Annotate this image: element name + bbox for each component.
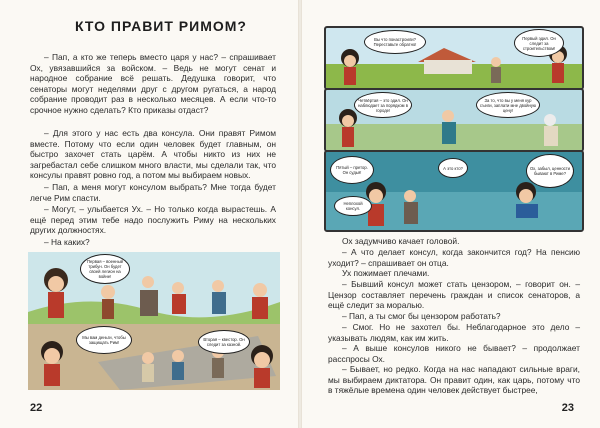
speech-bubble: Неплохой консул. bbox=[334, 196, 372, 216]
paragraph: – А что делает консул, когда закончится год? На пенсию уходит? – спрашивает он отца. bbox=[328, 247, 580, 268]
right-page bbox=[302, 0, 600, 428]
paragraph: – Пап, а меня могут консулом выбрать? Мне тогда будет легче Рим спасти. bbox=[30, 182, 276, 203]
page-number: 22 bbox=[30, 402, 43, 414]
paragraph: – Могут, – улыбается Ух. – Но только когда вырастешь. А ещё перед этим тебе надо послужить Риму на нескольких других должностях. bbox=[30, 204, 276, 236]
paragraph: – А выше консулов никого не бывает? – продолжает расспросы Ох. bbox=[328, 343, 580, 364]
comic-illustration-left bbox=[28, 252, 280, 390]
paragraph: – Пап, а кто же теперь вместо царя у нас? – спрашивает Ох, увязавшийся за войском. – Ведь не могут сенат и народное собрание всё решать. Дедушка говорит, что сенаторы могут неделями друг с другом ругаться, а народ собрание проводит раз в несколько месяцев. А если что-то срочное нужно сделать? Кто приказы отдаст? bbox=[30, 52, 276, 115]
comic-panel bbox=[324, 150, 584, 232]
speech-bubble: А это кто? bbox=[438, 158, 468, 178]
speech-bubble: Вторая – квестор. Он следит за казной. bbox=[198, 330, 250, 354]
speech-bubble: Первый эдил. Он следит за строительством! bbox=[514, 29, 564, 57]
paragraph: – Смог. Но не захотел бы. Неблагодарное это дело – указывать людям, как им жить. bbox=[328, 322, 580, 343]
paragraph: Ух пожимает плечами. bbox=[342, 268, 430, 278]
paragraph: – Пап, а ты смог бы цензором работать? bbox=[342, 311, 501, 321]
paragraph: Ох задумчиво качает головой. bbox=[342, 236, 460, 246]
left-page bbox=[0, 0, 298, 428]
speech-bubble: Пятый – претор. Он судья! bbox=[330, 156, 374, 184]
speech-bubble: Ох, забыл, ценности бывают в Риме? bbox=[526, 154, 574, 188]
paragraph: – Для этого у нас есть два консула. Они правят Римом вместе. Потому что если один человек будет главным, он быстро захочет стать царём. А чтобы никто из них не загребастал себе слишком много власти, мы сделали так, что консулы правят ровно год, а потом мы выбираем новых. bbox=[30, 128, 276, 181]
comic-panel bbox=[324, 26, 584, 90]
speech-bubble: Мы вам деньги, чтобы защищать Рим! bbox=[76, 326, 132, 354]
speech-bubble: За то, что вы у меня кур съели, заплати мне двойную цену! bbox=[476, 92, 540, 118]
paragraph: – Бывает, но редко. Когда на нас нападают сильные враги, мы выбираем диктатора. Он правит один, как царь, потому что в тяжёлые времена один человек действует быстрее, bbox=[328, 364, 580, 396]
speech-bubble: Четвёртая – это эдил. Он наблюдает за порядком в городе! bbox=[354, 92, 412, 118]
comic-scene-left bbox=[28, 252, 280, 390]
paragraph: – На каких? bbox=[44, 237, 90, 247]
paragraph: – Бывший консул может стать цензором, – говорит он. – Цензор составляет перечень граждан и список сенаторов, а ещё следит за моралью. bbox=[328, 279, 580, 311]
comic-panel bbox=[324, 88, 584, 152]
speech-bubble: Первая – военный трибун. Он будет своей легион на войне! bbox=[80, 254, 130, 284]
speech-bubble: Вы что понастроили? Переставьте обратно! bbox=[364, 30, 426, 54]
page-number: 23 bbox=[561, 402, 574, 414]
page-title: КТО ПРАВИТ РИМОМ? bbox=[75, 18, 247, 34]
